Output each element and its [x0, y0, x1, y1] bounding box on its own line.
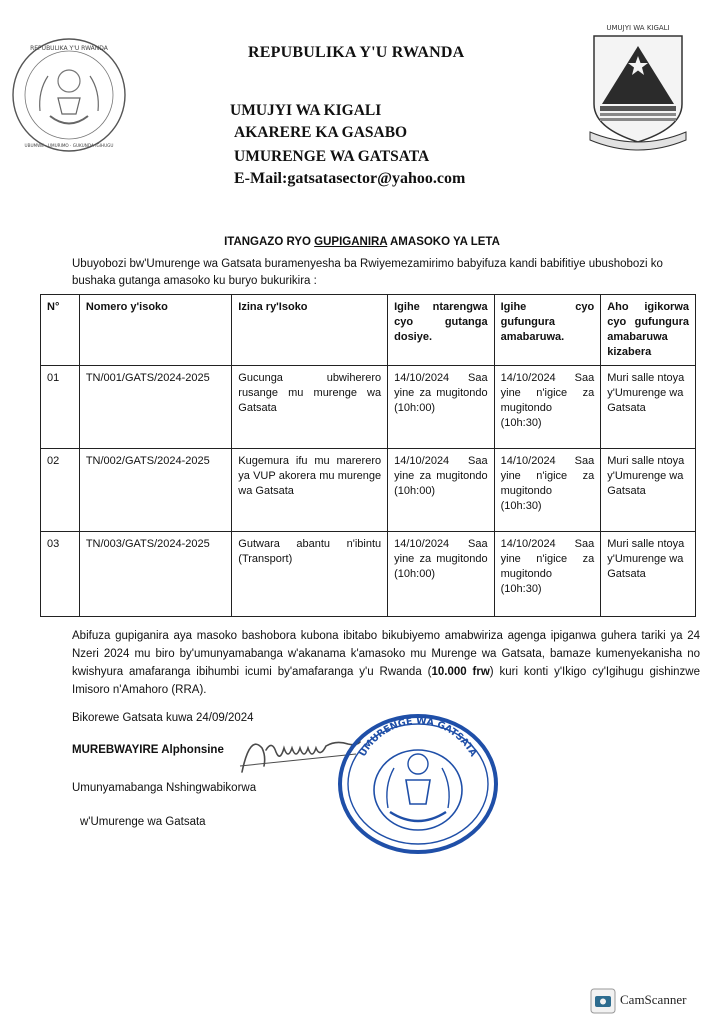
row-venue: Muri salle ntoya y'Umurenge wa Gatsata: [601, 449, 696, 532]
row-submission: 14/10/2024 Saa yine za mugitondo (10h:00): [388, 366, 495, 449]
row-tender-no: TN/002/GATS/2024-2025: [79, 449, 231, 532]
row-no: 02: [41, 449, 80, 532]
district-name: AKARERE KA GASABO: [234, 124, 408, 141]
notice-intro: Ubuyobozi bw'Umurenge wa Gatsata buramenyesha ba Rwiyemezamirimo babyifuza kandi babifitiye ubushobozi ko bushaka gutanga amasoko ku buryo bukurikira :: [72, 258, 663, 287]
fee-amount: 10.000 frw: [431, 666, 490, 678]
email-address: E-Mail:gatsatasector@yahoo.com: [234, 170, 466, 187]
row-opening: 14/10/2024 Saa yine n'igice za mugitondo (10h:30): [494, 366, 601, 449]
stamp-text: UMURENGE WA GATSATA: [357, 715, 479, 759]
row-tender-name: Gutwara abantu n'ibintu (Transport): [232, 532, 388, 617]
para-part1: Abifuza gupiganira aya masoko bashobora kubona ibitabo bikubiyemo amabwiriza agenga ipiganwa guhera tariki ya 24 Nzeri 2024 mu biro by'umunyamabanga w'akanama k'amasoko mu Murenge wa Gatsata, bamaze kumenyekanisha no kwishyura amafaranga ibihumbi icumi by'amafaranga y'u Rwanda (: [72, 630, 700, 678]
row-venue: Muri salle ntoya y'Umurenge wa Gatsata: [601, 366, 696, 449]
signer-role-line2: w'Umurenge wa Gatsata: [80, 816, 206, 828]
right-seal-top-text: UMUJYI WA KIGALI: [606, 24, 670, 32]
notice-heading: [0, 236, 724, 248]
row-opening: 14/10/2024 Saa yine n'igice za mugitondo (10h:30): [494, 449, 601, 532]
kigali-city-seal: [576, 20, 700, 152]
header-opening-venue: Aho igikorwa cyo gufungura amabaruwa kizabera: [601, 295, 696, 366]
table-row: [41, 532, 696, 617]
header-tender-no: Nomero y'isoko: [79, 295, 231, 366]
sector-name: UMURENGE WA GATSATA: [234, 148, 430, 165]
rwanda-coat-of-arms-seal: [10, 36, 128, 154]
header-tender-name: Izina ry'Isoko: [232, 295, 388, 366]
header-submission-deadline: Igihe ntarengwa cyo gutanga dosiye.: [388, 295, 495, 366]
notice-heading-underlined: GUPIGANIRA: [314, 236, 388, 248]
camscanner-label: CamScanner: [620, 992, 687, 1007]
camscanner-logo-icon: [590, 988, 616, 1014]
row-tender-no: TN/001/GATS/2024-2025: [79, 366, 231, 449]
notice-heading-prefix: ITANGAZO RYO: [224, 236, 315, 248]
row-no: 03: [41, 532, 80, 617]
row-submission: 14/10/2024 Saa yine za mugitondo (10h:00): [388, 449, 495, 532]
city-name: UMUJYI WA KIGALI: [230, 102, 382, 119]
row-no: 01: [41, 366, 80, 449]
left-seal-top-text: REPUBULIKA Y'U RWANDA: [30, 45, 108, 52]
row-submission: 14/10/2024 Saa yine za mugitondo (10h:00): [388, 532, 495, 617]
official-stamp: [330, 708, 506, 858]
table-header-row: [41, 295, 696, 366]
date-line: Bikorewe Gatsata kuwa 24/09/2024: [72, 712, 254, 724]
table-row: [41, 449, 696, 532]
row-tender-name: Gucunga ubwiherero rusange mu murenge wa Gatsata: [232, 366, 388, 449]
header-no: N°: [41, 295, 80, 366]
row-tender-name: Kugemura ifu mu marerero ya VUP akorera mu murenge wa Gatsata: [232, 449, 388, 532]
header-opening-time: Igihe cyo gufungura amabaruwa.: [494, 295, 601, 366]
left-seal-bottom-text: UBUMWE · UMURIMO · GUKUNDA IGIHUGU: [24, 143, 114, 148]
row-venue: Muri salle ntoya y'Umurenge wa Gatsata: [601, 532, 696, 617]
tenders-table: [40, 294, 696, 617]
row-opening: 14/10/2024 Saa yine n'igice za mugitondo (10h:30): [494, 532, 601, 617]
notice-heading-suffix: AMASOKO YA LETA: [387, 236, 500, 248]
table-row: [41, 366, 696, 449]
signer-name: MUREBWAYIRE Alphonsine: [72, 744, 224, 756]
para-part2: ) kuri konti y'Ikigo cy'Igihugu gishinzwe Imisoro n'Amahoro (RRA).: [72, 666, 701, 696]
signer-role-line1: Umunyamabanga Nshingwabikorwa: [72, 782, 257, 794]
instructions-paragraph: [72, 627, 700, 699]
republic-title: REPUBULIKA Y'U RWANDA: [248, 44, 465, 61]
row-tender-no: TN/003/GATS/2024-2025: [79, 532, 231, 617]
